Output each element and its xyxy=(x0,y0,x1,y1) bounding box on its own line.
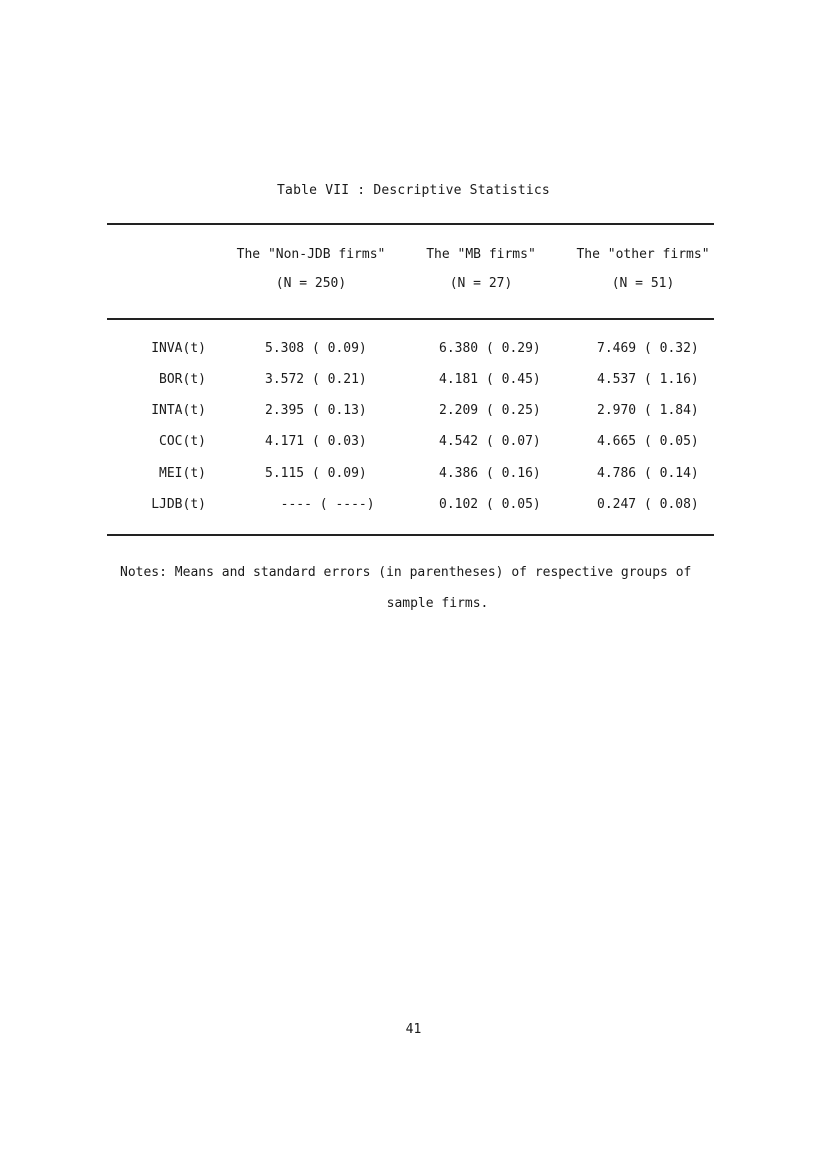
notes-line: sample firms. xyxy=(386,596,489,611)
column-name: The "MB firms" xyxy=(426,247,536,262)
table-row xyxy=(0,372,827,392)
cell-non-jdb: 5.308 ( 0.09) xyxy=(265,341,367,356)
table-row xyxy=(0,341,827,361)
cell-other: 4.665 ( 0.05) xyxy=(597,434,699,449)
notes-line: Notes: Means and standard errors (in parentheses) of respective groups of xyxy=(120,565,692,580)
column-header-other xyxy=(565,247,721,291)
table-row xyxy=(0,403,827,423)
table-row xyxy=(0,434,827,454)
column-sample-size: (N = 27) xyxy=(449,276,513,291)
cell-mb: 4.542 ( 0.07) xyxy=(439,434,541,449)
row-label: INVA(t) xyxy=(151,341,206,356)
row-label: COC(t) xyxy=(159,434,206,449)
cell-non-jdb: 5.115 ( 0.09) xyxy=(265,466,367,481)
cell-other: 4.537 ( 1.16) xyxy=(597,372,699,387)
table-row xyxy=(0,466,827,486)
column-header-non-jdb xyxy=(222,247,400,291)
cell-mb: 0.102 ( 0.05) xyxy=(439,497,541,512)
row-label: INTA(t) xyxy=(151,403,206,418)
table-title: Table VII : Descriptive Statistics xyxy=(277,183,550,198)
row-label: BOR(t) xyxy=(159,372,206,387)
table-bottom-rule xyxy=(107,534,714,536)
cell-mb: 4.181 ( 0.45) xyxy=(439,372,541,387)
column-name: The "Non-JDB firms" xyxy=(236,247,386,262)
row-label: LJDB(t) xyxy=(151,497,206,512)
page-number: 41 xyxy=(405,1022,422,1037)
cell-non-jdb: ---- ( ----) xyxy=(265,497,375,512)
column-sample-size: (N = 51) xyxy=(611,276,675,291)
column-name: The "other firms" xyxy=(576,247,710,262)
cell-non-jdb: 2.395 ( 0.13) xyxy=(265,403,367,418)
cell-non-jdb: 3.572 ( 0.21) xyxy=(265,372,367,387)
table-notes xyxy=(120,557,735,619)
cell-non-jdb: 4.171 ( 0.03) xyxy=(265,434,367,449)
cell-mb: 6.380 ( 0.29) xyxy=(439,341,541,356)
table-top-rule xyxy=(107,223,714,225)
cell-mb: 2.209 ( 0.25) xyxy=(439,403,541,418)
cell-other: 7.469 ( 0.32) xyxy=(597,341,699,356)
cell-other: 0.247 ( 0.08) xyxy=(597,497,699,512)
column-header-mb xyxy=(410,247,552,291)
column-sample-size: (N = 250) xyxy=(275,276,347,291)
cell-other: 2.970 ( 1.84) xyxy=(597,403,699,418)
cell-mb: 4.386 ( 0.16) xyxy=(439,466,541,481)
row-label: MEI(t) xyxy=(159,466,206,481)
table-header-rule xyxy=(107,318,714,320)
table-row xyxy=(0,497,827,517)
cell-other: 4.786 ( 0.14) xyxy=(597,466,699,481)
